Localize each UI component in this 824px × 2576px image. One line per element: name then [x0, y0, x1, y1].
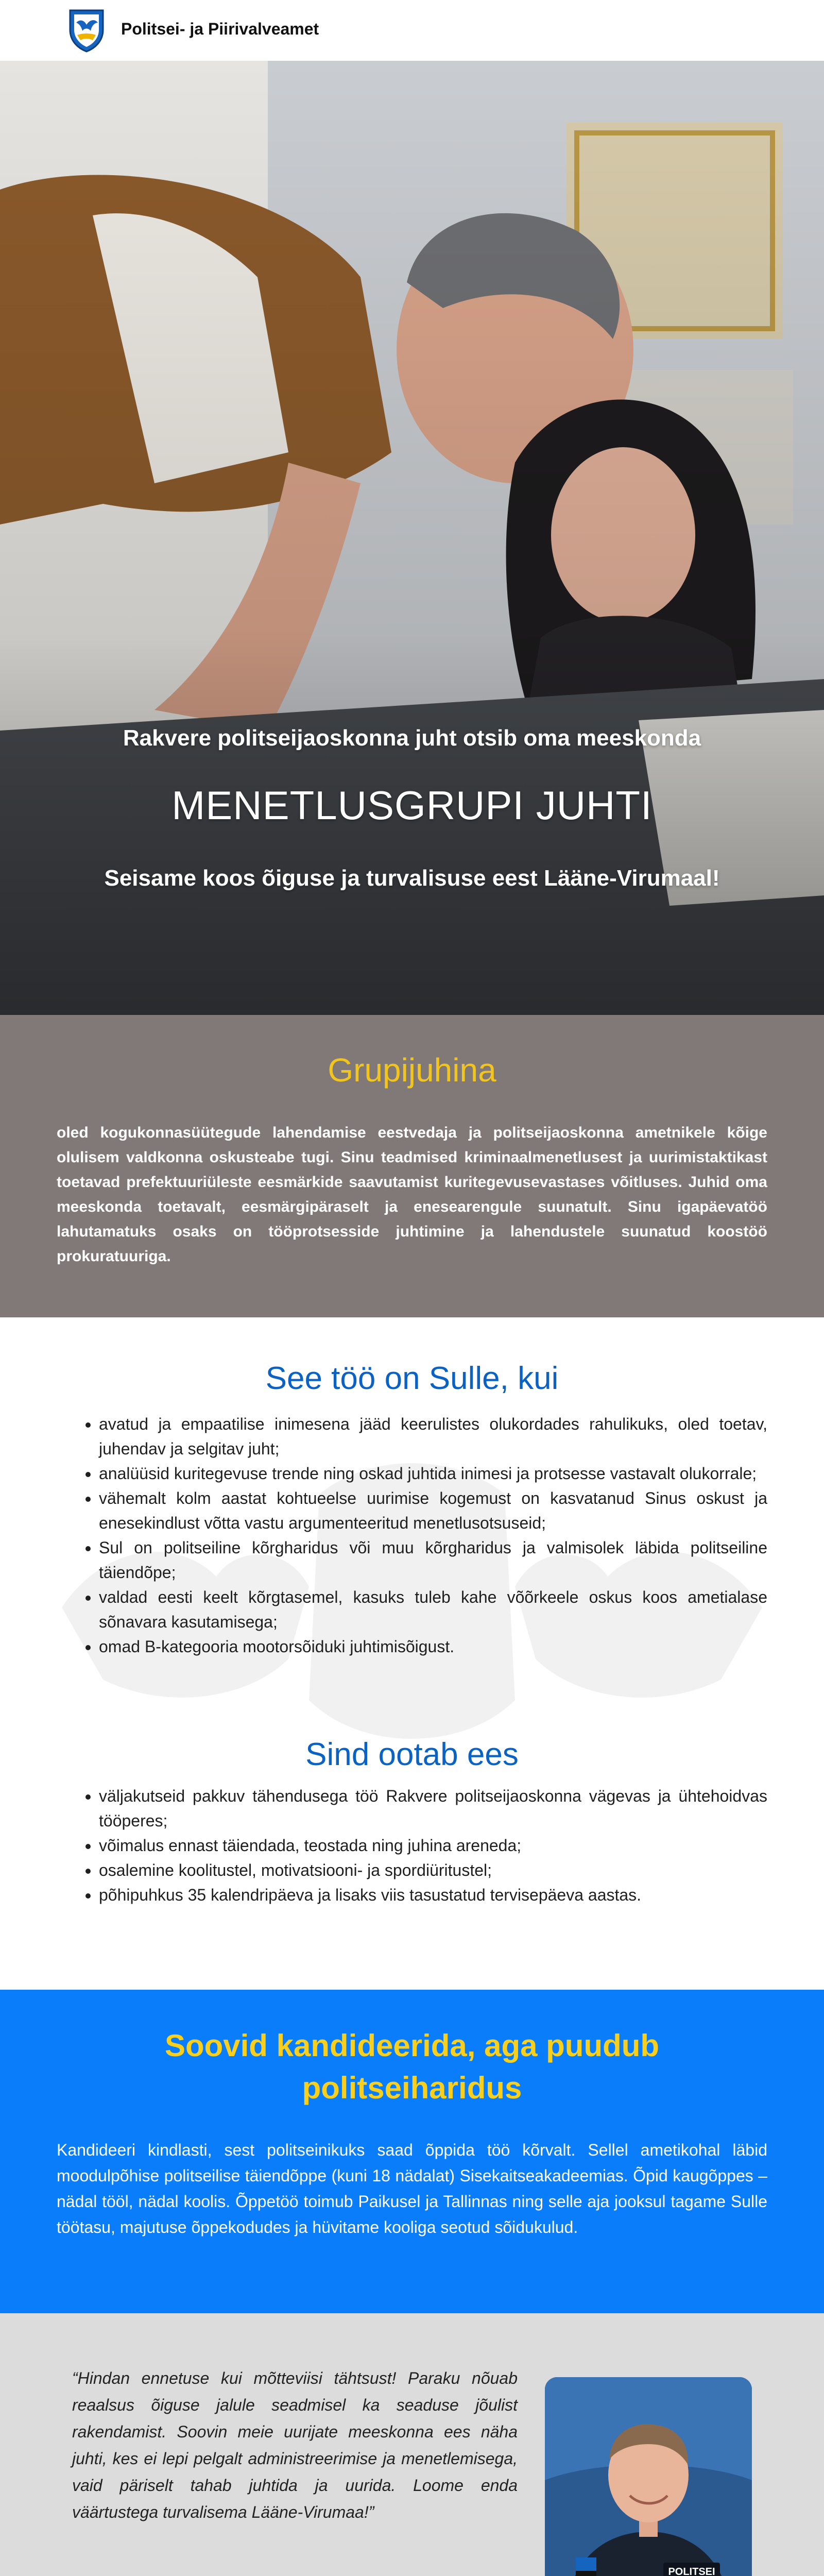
ppa-shield-logo-icon[interactable]	[67, 7, 106, 54]
officer-portrait	[545, 2377, 752, 2576]
list-item: • väljakutseid pakkuv tähendusega töö Rakvere politseijaoskonna vägevas ja ühtehoidvas tööperes;	[99, 1784, 767, 1833]
apply-title: Soovid kandideerida, aga puudub politseiharidus	[164, 2028, 660, 2105]
list-item: • vähemalt kolm aastat kohtueelse uurimise kogemust on kasvatanud Sinus oskust ja enesekindlust võtta vastu argumenteeritud menetlusotsuseid;	[99, 1486, 767, 1535]
role-description: oled kogukonnasüütegude lahendamise eestvedaja ja politseijaoskonna ametnikele kõige olulisem valdkonna oskusteabe tugi. Sinu teadmised kriminaalmenetlusest ja uurimistaktikast toetavad prefektuuriüleste eesmärkide saavutamist kuritegevusevastases võitluses. Juhid oma meeskonda toetavalt, eesmärgipäraselt ja enesearengule suunatult. Sinu igapäevatöö lahutamatuks osaks on tööprotsesside juhtimine ja lahendustele suunatud koostöö prokuratuuriga.	[57, 1124, 767, 1265]
list-item: • võimalus ennast täiendada, teostada ning juhina areneda;	[99, 1833, 767, 1858]
list-item: • valdad eesti keelt kõrgtasemel, kasuks tuleb kahe võõrkeele oskus koos ametialase sõnavara kasutamisega;	[99, 1585, 767, 1634]
list-item: • avatud ja empaatilise inimesena jääd keerulistes olukordades rahulikuks, oled toetav, juhendav ja selgitav juht;	[99, 1412, 767, 1461]
vest-label: POLITSEI	[668, 2566, 715, 2576]
requirements-title: See töö on Sulle, kui	[265, 1361, 559, 1396]
offer-list	[77, 1784, 767, 1907]
requirements-list	[77, 1412, 767, 1659]
list-item: • osalemine koolitustel, motivatsiooni- ja spordiüritustel;	[99, 1858, 767, 1883]
hero-tagline: Rakvere politseijaoskonna juht otsib oma meeskonda	[123, 725, 701, 751]
list-item: • põhipuhkus 35 kalendripäeva ja lisaks viis tasustatud tervisepäeva aastas.	[99, 1883, 767, 1907]
hero-subtitle: Seisame koos õiguse ja turvalisuse eest Lääne-Virumaal!	[104, 866, 720, 891]
list-item: • Sul on politseiline kõrgharidus või muu kõrgharidus ja valmisolek läbida politseiline täiendõpe;	[99, 1535, 767, 1585]
list-item: • analüüsid kuritegevuse trende ning oskad juhtida inimesi ja protsesse vastavalt olukorrale;	[99, 1461, 767, 1486]
list-item: • omad B-kategooria mootorsõiduki juhtimisõigust.	[99, 1634, 767, 1659]
quote-author-photo	[545, 2377, 752, 2576]
role-title: Grupijuhina	[328, 1052, 496, 1089]
org-name[interactable]: Politsei- ja Piirivalveamet	[121, 20, 319, 38]
quote-text: “Hindan ennetuse kui mõtteviisi tähtsust! Paraku nõuab reaalsus õiguse jalule seadmisel ka seaduse jõulist rakendamist. Soovin meie uurijate meeskonna ees näha juhti, kes ei lepi pelgalt administreerimise ja menetlemisega, vaid päriselt tahab juhtida ja uurida. Loome enda väärtustega turvalisema Lääne-Virumaa!”	[72, 2369, 518, 2521]
offer-title: Sind ootab ees	[305, 1737, 519, 1772]
apply-description: Kandideeri kindlasti, sest politseinikuks saad õppida töö kõrvalt. Sellel ametikohal läbid moodulpõhise politseilise täiendõppe (kuni 18 nädalat) Sisekaitseakadeemias. Õpid kaugõppes – nädal tööl, nädal koolis. Õppetöö toimub Paikusel ja Tallinnas ning selle aja jooksul tagame Sulle töötasu, majutuse õppekodudes ja hüvitame kooliga seotud sõidukulud.	[57, 2141, 767, 2236]
hero-title: MENETLUSGRUPI JUHTI	[171, 783, 653, 828]
